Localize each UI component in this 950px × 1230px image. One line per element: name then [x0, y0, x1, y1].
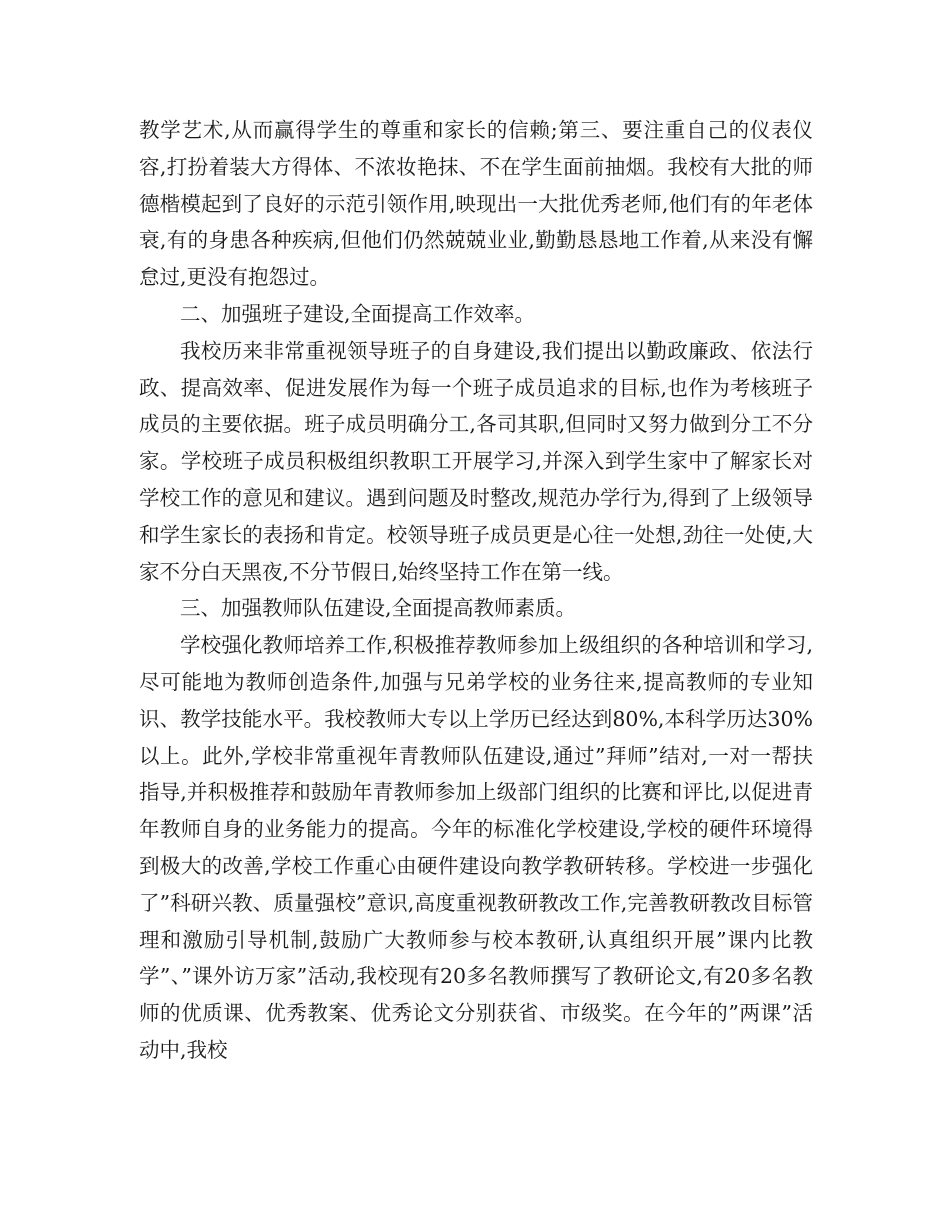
- document-body: [139, 112, 813, 1069]
- section-heading-three: 三、加强教师队伍建设,全面提高教师素质。: [180, 596, 577, 621]
- continuation-paragraph: 教学艺术,从而赢得学生的尊重和家长的信赖;第三、要注重自己的仪表仪容,打扮着装大方得体、不浓妆艳抹、不在学生面前抽烟。我校有大批的师德楷模起到了良好的示范引领作用,映现出一大批优秀老师,他们有的年老体衰,有的身患各种疾病,但他们仍然兢兢业业,勤勤恳恳地工作着,从来没有懈怠过,更没有抱怨过。: [139, 118, 813, 290]
- leadership-paragraph: 我校历来非常重视领导班子的自身建设,我们提出以勤政廉政、依法行政、提高效率、促进发展作为每一个班子成员追求的目标,也作为考核班子成员的主要依据。班子成员明确分工,各司其职,但同时又努力做到分工不分家。学校班子成员积极组织教职工开展学习,并深入到学生家中了解家长对学校工作的意见和建议。遇到问题及时整改,规范办学行为,得到了上级领导和学生家长的表扬和肯定。校领导班子成员更是心往一处想,劲往一处使,大家不分白天黑夜,不分节假日,始终坚持工作在第一线。: [139, 338, 813, 584]
- teacher-paragraph: 学校强化教师培养工作,积极推荐教师参加上级组织的各种培训和学习,尽可能地为教师创造条件,加强与兄弟学校的业务往来,提高教师的专业知识、教学技能水平。我校教师大专以上学历已经达到80%,本科学历达30%以上。此外,学校非常重视年青教师队伍建设,通过”拜师”结对,一对一帮扶指导,并积极推荐和鼓励年青教师参加上级部门组织的比赛和评比,以促进青年教师自身的业务能力的提高。今年的标准化学校建设,学校的硬件环境得到极大的改善,学校工作重心由硬件建设向教学教研转移。学校进一步强化了”科研兴教、质量强校”意识,高度重视教研教改工作,完善教研教改目标管理和激励引导机制,鼓励广大教师参与校本教研,认真组织开展”课内比教学”、”课外访万家”活动,我校现有20多名教师撰写了教研论文,有20多名教师的优质课、优秀教案、优秀论文分别获省、市级奖。在今年的”两课”活动中,我校: [139, 633, 813, 1062]
- section-heading-two: 二、加强班子建设,全面提高工作效率。: [180, 301, 536, 326]
